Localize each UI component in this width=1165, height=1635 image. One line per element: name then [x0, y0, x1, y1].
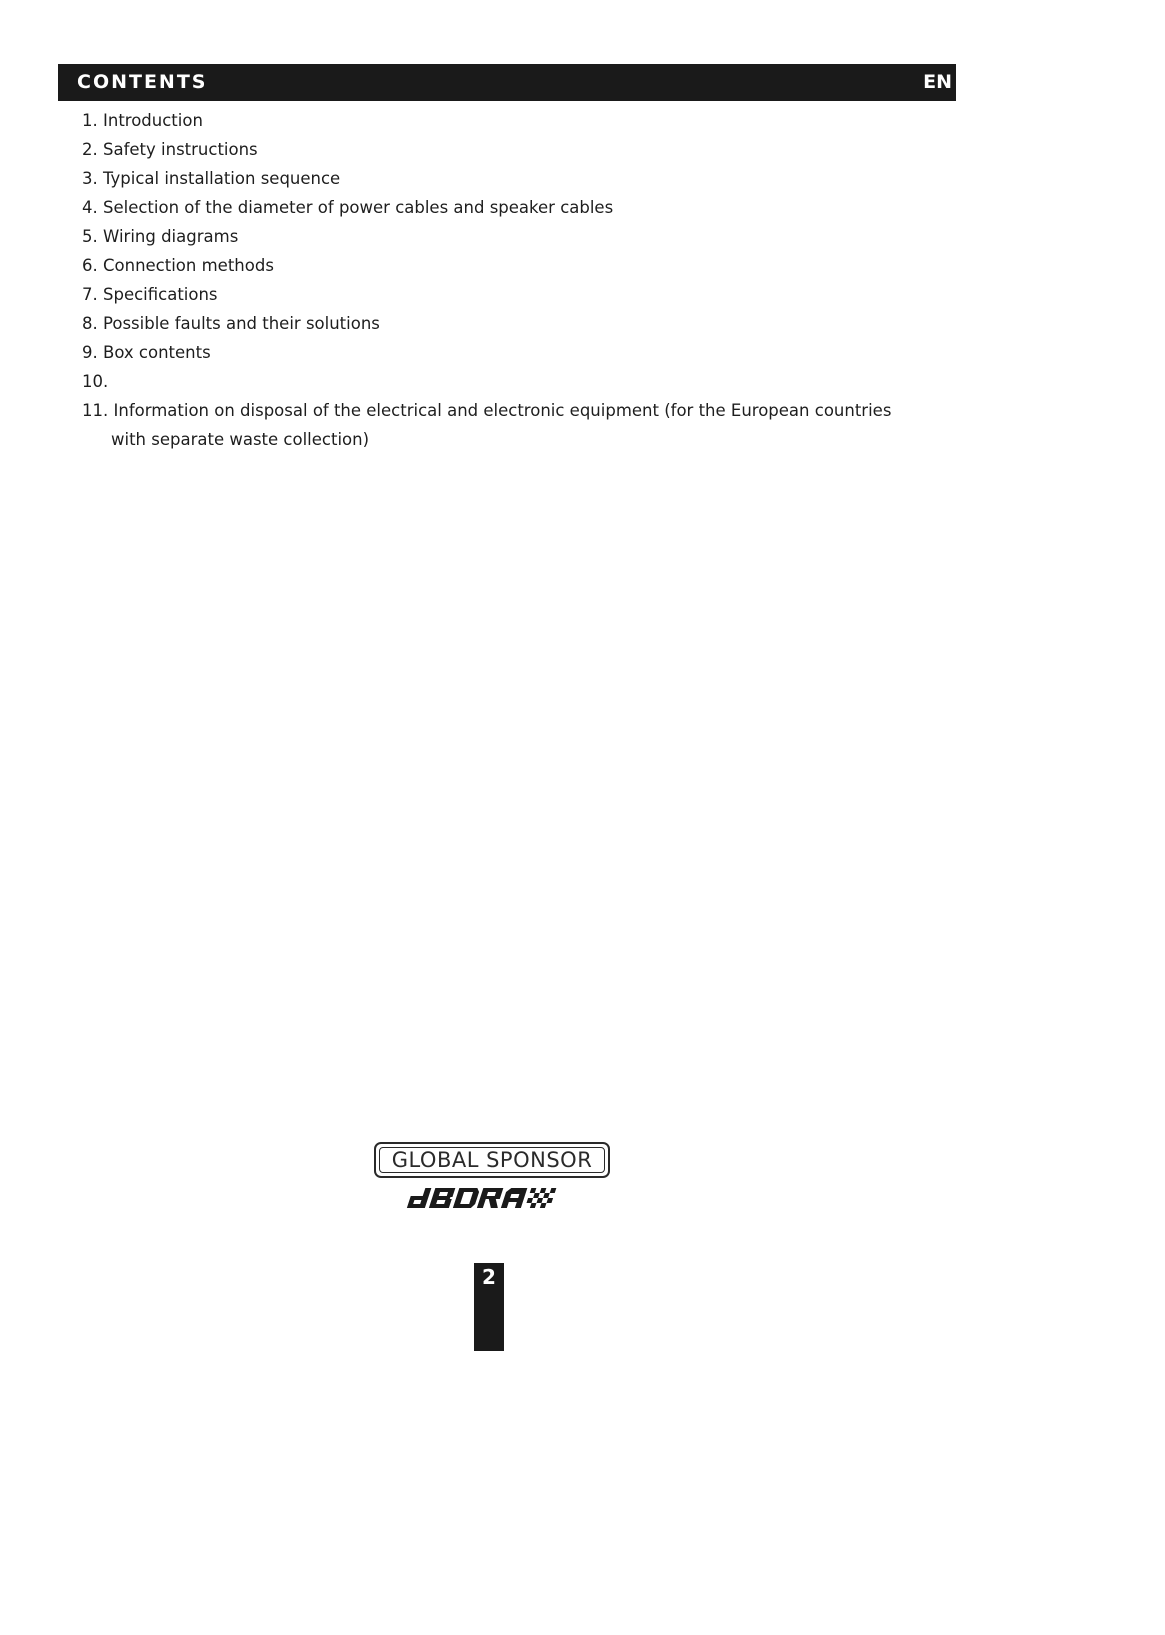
- table-of-contents: [82, 106, 891, 454]
- toc-item-label: Box contents: [103, 343, 211, 362]
- toc-item-installation-sequence: [82, 164, 891, 193]
- toc-item-label: Connection methods: [103, 256, 274, 275]
- page-number: 2: [482, 1265, 496, 1289]
- toc-item-label-continuation: with separate waste collection): [111, 430, 370, 449]
- toc-item-number: 7.: [82, 285, 98, 304]
- contents-title: CONTENTS: [77, 71, 208, 93]
- toc-item-number: 8.: [82, 314, 98, 333]
- toc-item-label: Wiring diagrams: [103, 227, 239, 246]
- page-number-tab: [474, 1263, 504, 1351]
- toc-item-number: 11.: [82, 401, 109, 420]
- toc-item-label: Possible faults and their solutions: [103, 314, 380, 333]
- toc-item-empty: [82, 367, 891, 396]
- toc-item-label: Information on disposal of the electrical and electronic equipment (for the European countries: [113, 401, 892, 420]
- toc-item-label: Safety instructions: [103, 140, 258, 159]
- toc-item-connection-methods: [82, 251, 891, 280]
- toc-item-number: 4.: [82, 198, 98, 217]
- toc-item-cable-diameter: [82, 193, 891, 222]
- sponsor-label: GLOBAL SPONSOR: [391, 1148, 593, 1172]
- toc-item-specifications: [82, 280, 891, 309]
- toc-item-introduction: [82, 106, 891, 135]
- toc-item-label: Introduction: [103, 111, 203, 130]
- global-sponsor-badge: [374, 1142, 610, 1178]
- toc-item-faults-solutions: [82, 309, 891, 338]
- toc-item-number: 2.: [82, 140, 98, 159]
- toc-item-box-contents: [82, 338, 891, 367]
- toc-item-label: Selection of the diameter of power cables and speaker cables: [103, 198, 614, 217]
- contents-header-bar: [58, 64, 956, 101]
- toc-item-number: 9.: [82, 343, 98, 362]
- toc-item-number: 6.: [82, 256, 98, 275]
- language-code: EN: [923, 71, 952, 93]
- toc-item-number: 10.: [82, 372, 109, 391]
- toc-item-number: 1.: [82, 111, 98, 130]
- toc-item-wiring-diagrams: [82, 222, 891, 251]
- toc-item-number: 5.: [82, 227, 98, 246]
- toc-item-safety-instructions: [82, 135, 891, 164]
- toc-item-number: 3.: [82, 169, 98, 188]
- toc-item-label: Typical installation sequence: [103, 169, 341, 188]
- toc-item-label: Specifications: [103, 285, 218, 304]
- dbdra-logo: [406, 1186, 572, 1210]
- toc-item-disposal-information: [82, 396, 891, 454]
